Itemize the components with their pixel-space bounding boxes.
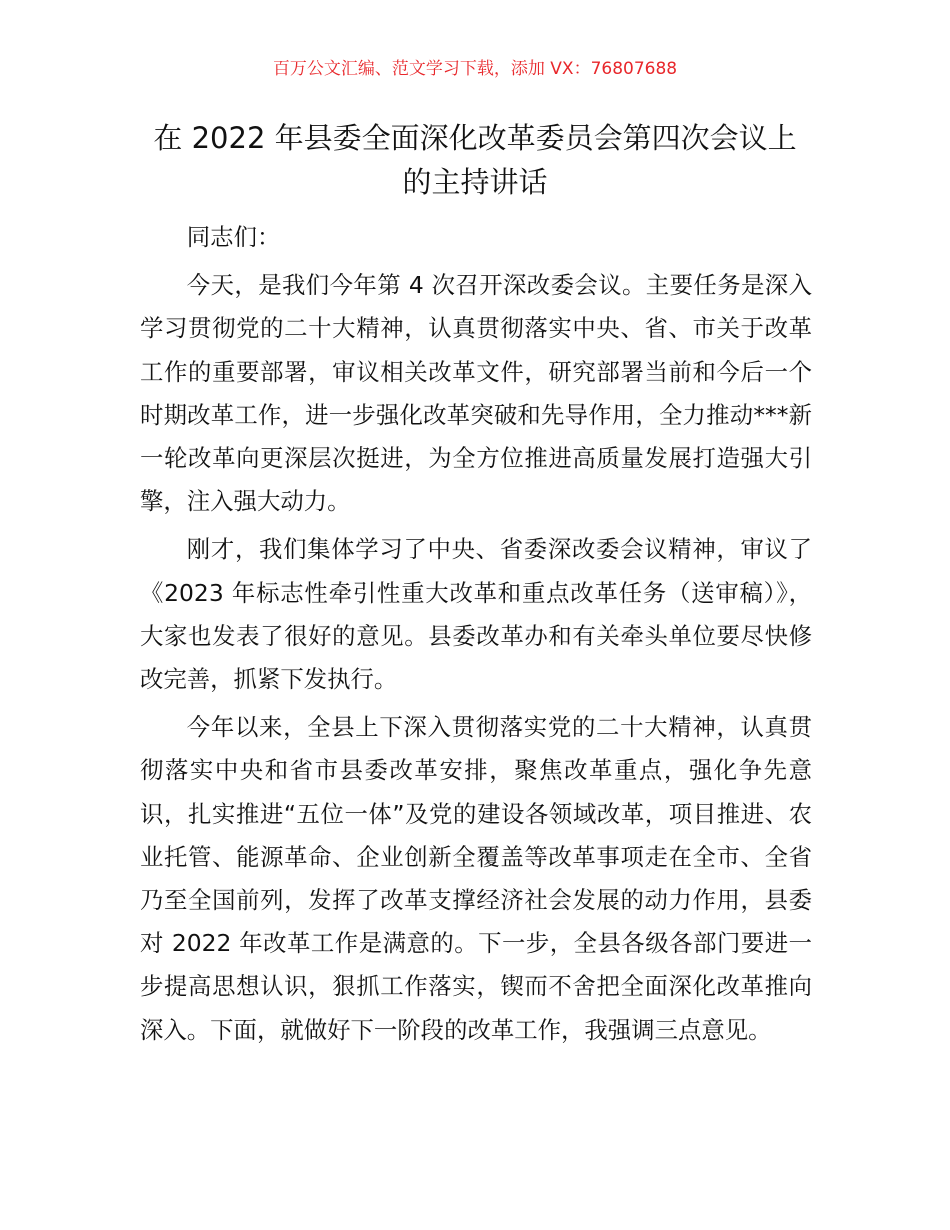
paragraph-1: 今天，是我们今年第 4 次召开深改委会议。主要任务是深入学习贯彻党的二十大精神，认真贯彻落实中央、省、市关于改革工作的重要部署，审议相关改革文件，研究部署当前和今后一个时期改革工作，进一步强化改革突破和先导作用，全力推动***新一轮改革向更深层次挺进，为全方位推进高质量发展打造强大引擎，注入强大动力。 <box>140 271 812 516</box>
header-watermark-note: 百万公文汇编、范文学习下载，添加 VX：76807688 <box>272 59 678 79</box>
salutation: 同志们： <box>186 223 281 251</box>
document-title: 在 2022 年县委全面深化改革委员会第四次会议上的主持讲话 <box>153 121 797 199</box>
paragraph-2: 刚才，我们集体学习了中央、省委深改委会议精神，审议了《2023 年标志性牵引性重大改革和重点改革任务（送审稿）》，大家也发表了很好的意见。县委改革办和有关牵头单位要尽快修改完善，抓紧下发执行。 <box>140 535 812 694</box>
paragraph-3: 今年以来，全县上下深入贯彻落实党的二十大精神，认真贯彻落实中央和省市县委改革安排，聚焦改革重点，强化争先意识，扎实推进“五位一体”及党的建设各领域改革，项目推进、农业托管、能源革命、企业创新全覆盖等改革事项走在全市、全省乃至全国前列，发挥了改革支撑经济社会发展的动力作用，县委对 2022 年改革工作是满意的。下一步，全县各级各部门要进一步提高思想认识，狠抓工作落实，锲而不舍把全面深化改革推向深入。下面，就做好下一阶段的改革工作，我强调三点意见。 <box>140 713 812 1044</box>
document-body <box>140 216 812 1057</box>
